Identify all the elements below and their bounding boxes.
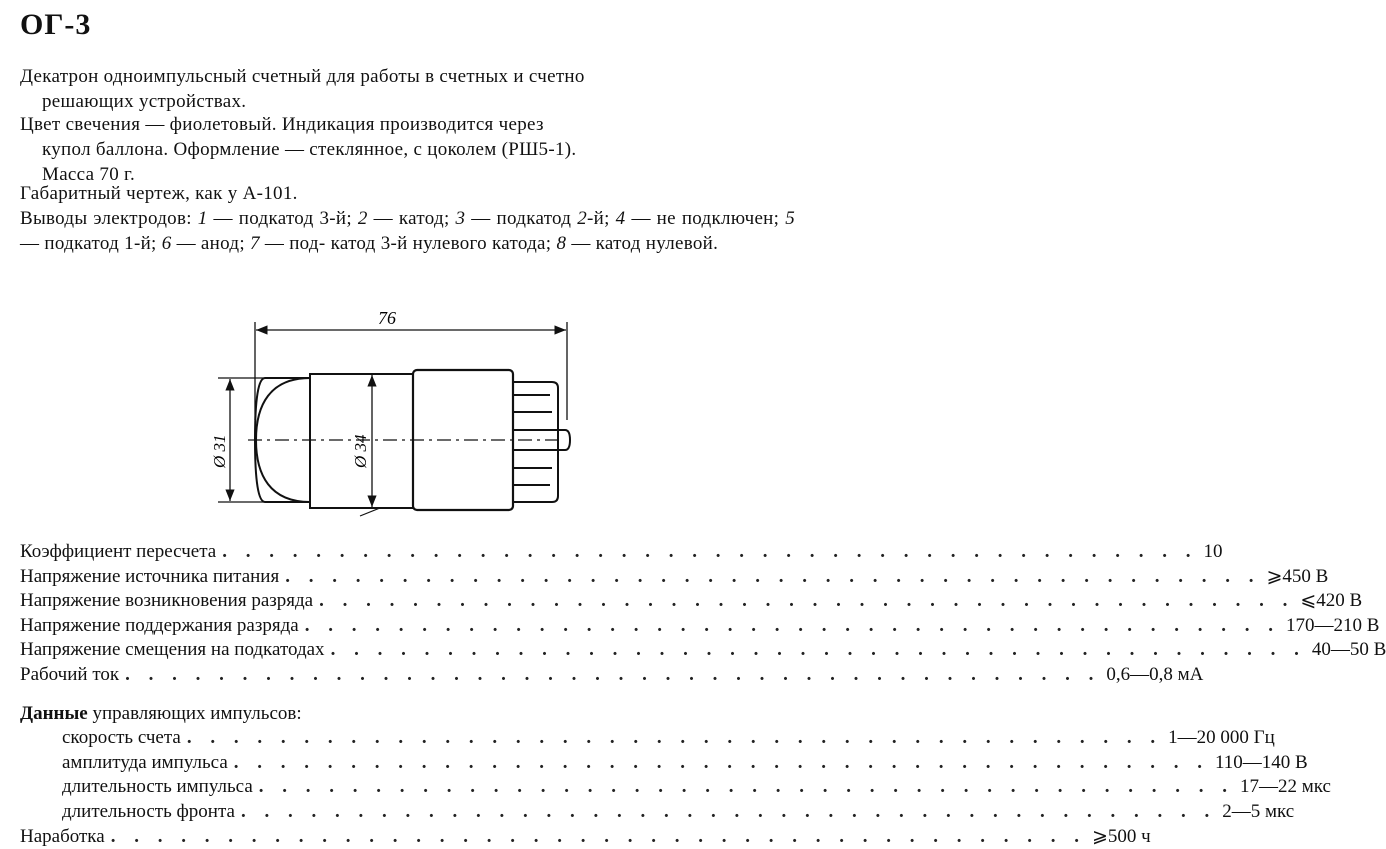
diam2-label: Ø 34	[351, 434, 370, 468]
leader-dots: . . . . . . . . . . . . . . . . . . . . . . . . . . . . . . . . . . . . . . . . . .	[304, 614, 1280, 636]
leader-dots: . . . . . . . . . . . . . . . . . . . . . . . . . . . . . . . . . . . . . . . . . .	[233, 751, 1209, 773]
pulse-label: длительность импульса	[62, 776, 253, 798]
pulse-label: длительность фронта	[62, 800, 235, 822]
spec-value: 10	[1203, 541, 1223, 562]
length-label: 76	[378, 308, 396, 328]
pin-number: 5	[785, 208, 795, 229]
spec-value: 0,6—0,8 мА	[1106, 663, 1204, 685]
pin-text: — катод;	[373, 208, 450, 229]
leader-dots: . . . . . . . . . . . . . . . . . . . . . . . . . . . . . . . . . . . . . . . . . .	[330, 639, 1306, 661]
leader-dots: . . . . . . . . . . . . . . . . . . . . . . . . . . . . . . . . . . . . . . . . . .	[110, 825, 1086, 847]
pulse-value: 1—20 000 Гц	[1168, 727, 1275, 749]
pin-number: 7	[249, 233, 260, 254]
pin-number: 8	[556, 233, 567, 254]
spec-label: Коэффициент пересчета	[20, 541, 217, 562]
spec-label: Напряжение источника питания	[20, 565, 280, 587]
color-paragraph	[20, 112, 795, 187]
spec-row	[20, 540, 1223, 565]
pin-number: 2	[577, 208, 588, 229]
leader-dots: . . . . . . . . . . . . . . . . . . . . . . . . . . . . . . . . . . . . . . . . . .	[222, 541, 1198, 562]
spec-value: 170—210 В	[1285, 614, 1380, 636]
pin-text: — подкатод	[471, 208, 572, 229]
color-line-2: купол баллона. Оформление — стеклянное, с цоколем (РШ5-1).	[42, 139, 577, 160]
leader-dots: . . . . . . . . . . . . . . . . . . . . . . . . . . . . . . . . . . . . . . . . . .	[285, 565, 1261, 587]
leader-dots: . . . . . . . . . . . . . . . . . . . . . . . . . . . . . . . . . . . . . . . . . .	[258, 776, 1235, 798]
spec-row	[20, 663, 1204, 688]
diam1-label: Ø 31	[210, 434, 229, 468]
pin-text: -й;	[587, 208, 610, 229]
pin-text: — подкатод 1-й;	[20, 233, 157, 254]
description-line-1: Декатрон одноимпульсный счетный для работы в счетных и счетно	[20, 66, 585, 87]
spec-row	[20, 589, 1363, 614]
spec-value: 40—50 В	[1311, 639, 1386, 661]
pulse-row	[20, 775, 1331, 800]
pin-text: — анод;	[176, 233, 245, 254]
pulse-label: скорость счета	[62, 727, 181, 749]
pulse-row	[20, 726, 1275, 751]
page-title: ОГ-3	[20, 8, 92, 41]
leader-dots: . . . . . . . . . . . . . . . . . . . . . . . . . . . . . . . . . . . . . . . . . .	[186, 727, 1163, 749]
spec-label: Напряжение возникновения разряда	[20, 590, 314, 612]
mass-line: Масса 70 г.	[42, 164, 136, 185]
pin-number: 6	[161, 233, 172, 254]
pin-text: — под-	[264, 233, 326, 254]
spec-label: Напряжение смещения на подкатодах	[20, 639, 325, 661]
specs-list	[20, 540, 1386, 849]
pulses-header-rest: управляющих импульсов:	[92, 702, 302, 724]
leader-dots: . . . . . . . . . . . . . . . . . . . . . . . . . . . . . . . . . . . . . . . . . .	[240, 800, 1217, 822]
leader-dots: . . . . . . . . . . . . . . . . . . . . . . . . . . . . . . . . . . . . . . . . . .	[125, 663, 1101, 685]
pin-text: катод 3-й нулевого катода;	[330, 233, 552, 254]
pulses-header-text	[20, 702, 302, 727]
lifetime-label: Наработка	[20, 825, 105, 847]
spec-label: Рабочий ток	[20, 663, 120, 685]
pin-text: — подкатод 3-й;	[213, 208, 352, 229]
pin-text: — катод нулевой.	[571, 233, 719, 254]
pulse-value: 2—5 мкс	[1222, 800, 1295, 822]
spec-value: ⩽420 В	[1300, 590, 1363, 612]
description-line-1b: решающих устройствах.	[42, 91, 247, 112]
pulses-header	[20, 702, 795, 727]
pulses-header-bold: Данные	[20, 702, 88, 724]
pins-paragraph	[20, 206, 795, 256]
pulse-label: амплитуда импульса	[62, 751, 228, 773]
pin-text: — не подключен;	[631, 208, 780, 229]
spec-row	[20, 614, 1380, 639]
spec-value: ⩾450 В	[1266, 565, 1329, 587]
pulse-row	[20, 751, 1308, 776]
description-paragraph	[20, 64, 795, 114]
dimension-drawing	[200, 300, 580, 525]
color-line: Цвет свечения — фиолетовый. Индикация производится через	[20, 114, 544, 135]
spec-label: Напряжение поддержания разряда	[20, 614, 299, 636]
pin-number: 2	[357, 208, 368, 229]
lifetime-value: ⩾500 ч	[1091, 825, 1151, 847]
diam2-extension-bottom	[360, 508, 380, 516]
pins-prefix: Выводы электродов:	[20, 208, 192, 229]
dimension-line: Габаритный чертеж, как у А-101.	[20, 183, 298, 204]
leader-dots: . . . . . . . . . . . . . . . . . . . . . . . . . . . . . . . . . . . . . . . . . .	[319, 590, 1295, 612]
pin-number: 1	[197, 208, 208, 229]
spec-row	[20, 565, 1329, 590]
pulse-value: 17—22 мкс	[1240, 776, 1331, 798]
spec-row	[20, 638, 1386, 663]
pin-number: 3	[455, 208, 466, 229]
pulse-value: 110—140 В	[1215, 751, 1308, 773]
pulse-row	[20, 800, 1295, 825]
pin-number: 4	[615, 208, 626, 229]
lifetime-row	[20, 825, 1151, 849]
